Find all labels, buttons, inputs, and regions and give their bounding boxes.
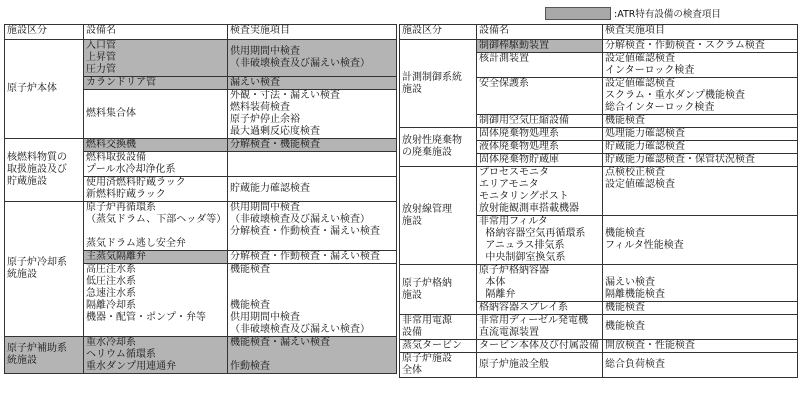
equipment-cell: 主蒸気隔離弁	[84, 251, 228, 264]
equipment-cell: 制御用空気圧縮設備	[477, 115, 603, 128]
table-row	[400, 40, 798, 53]
inspection-cell: 供用期間中検査 （非破壊検査及び漏えい検査） 分解検査・作動検査・漏えい検査	[228, 202, 397, 251]
equipment-cell: 原子炉施設全般	[477, 353, 603, 378]
inspection-cell: 漏えい検査	[228, 77, 397, 90]
category-emergency-power: 非常用電源 設備	[400, 315, 477, 340]
table-row	[5, 337, 397, 374]
table-row	[5, 202, 397, 251]
equipment-cell: 格納容器スプレイ系	[477, 302, 603, 315]
inspection-cell: 供用期間中検査 （非破壊検査及び漏えい検査）	[228, 40, 397, 77]
inspection-cell: 機能検査 機能検査 供用期間中検査 （非破壊検査及び漏えい検査）	[228, 264, 397, 337]
equipment-cell: 使用済燃料貯蔵ラック 新燃料貯蔵ラック	[84, 177, 228, 202]
inspection-cell: 設定値確認検査 スクラム・重水ダンプ機能検査 総合インターロック検査	[603, 78, 798, 115]
equipment-cell: 燃料交換機	[84, 139, 228, 152]
header-items: 検査実施項目	[228, 25, 397, 40]
equipment-cell: 燃料集合体	[84, 90, 228, 139]
inspection-cell: 設定値確認検査 インターロック検査	[603, 53, 798, 78]
inspection-cell: 機能検査 フィルタ性能検査	[603, 216, 798, 265]
inspection-cell	[228, 152, 397, 177]
inspection-cell: 総合負荷検査	[603, 353, 798, 378]
equipment-cell: 原子炉格納容器 本体 隔離弁	[477, 265, 603, 302]
equipment-cell: 核計測装置	[477, 53, 603, 78]
table-row	[400, 315, 798, 340]
inspection-cell: 漏えい検査 隔離機能検査	[603, 265, 798, 302]
equipment-cell: 重水冷却系 ヘリウム循環系 重水ダンプ用連通弁	[84, 337, 228, 374]
header-equipment: 設備名	[477, 25, 603, 40]
equipment-cell: 固体廃棄物貯蔵庫	[477, 154, 603, 167]
inspection-cell: 点検校正検査 設定値確認検査	[603, 167, 798, 216]
inspection-cell: 貯蔵能力確認検査	[228, 177, 397, 202]
equipment-cell: 固体廃棄物処理系	[477, 128, 603, 141]
table-row	[5, 139, 397, 152]
category-radiation: 放射線管理 施設	[400, 167, 477, 265]
equipment-cell: タービン本体及び付属設備	[477, 340, 603, 353]
inspection-cell: 開放検査・性能検査	[603, 340, 798, 353]
header-category: 施設区分	[400, 25, 477, 40]
header-items: 検査実施項目	[603, 25, 798, 40]
table-row	[400, 353, 798, 378]
equipment-cell: 燃料取扱設備 プール水冷却浄化系	[84, 152, 228, 177]
left-inspection-table	[4, 24, 397, 374]
category-turbine: 蒸気タービン	[400, 340, 477, 353]
equipment-cell: 非常用ディーゼル発電機 直流電源装置	[477, 315, 603, 340]
legend-text: :ATR特有設備の検査項目	[614, 9, 721, 20]
equipment-cell: 安全保護系	[477, 78, 603, 115]
equipment-cell: 非常用フィルタ 格納容器空気再循環系 アニュラス排気系 中央制御室換気系	[477, 216, 603, 265]
right-inspection-table	[399, 24, 798, 378]
category-reactor-cooling: 原子炉冷却系 統施設	[5, 202, 84, 337]
inspection-cell: 貯蔵能力確認検査・保管状況検査	[603, 154, 798, 167]
inspection-cell: 外観・寸法・漏えい検査 燃料装荷検査 原子炉停止余裕 最大過剰反応度検査	[228, 90, 397, 139]
legend-swatch	[545, 7, 611, 20]
equipment-cell: 原子炉再循環系 （蒸気ドラム、下部ヘッダ等） 蒸気ドラム逃し安全弁	[84, 202, 228, 251]
inspection-cell: 分解検査・作動検査・漏えい検査	[228, 251, 397, 264]
inspection-cell: 分解検査・作動検査・スクラム検査	[603, 40, 798, 53]
inspection-cell: 分解検査・機能検査	[228, 139, 397, 152]
inspection-cell: 機能検査	[603, 302, 798, 315]
inspection-cell: 機能検査	[603, 315, 798, 340]
category-reactor-aux: 原子炉補助系 統施設	[5, 337, 84, 374]
table-row	[400, 265, 798, 302]
table-row	[400, 340, 798, 353]
table-row	[5, 40, 397, 77]
table-row	[400, 167, 798, 216]
equipment-cell: 制御棒駆動装置	[477, 40, 603, 53]
category-waste: 放射性廃棄物 の廃棄施設	[400, 128, 477, 167]
inspection-cell: 処理能力確認検査	[603, 128, 798, 141]
category-instrumentation: 計測制御系統 施設	[400, 40, 477, 128]
equipment-cell: 入口管 上昇管 圧力管	[84, 40, 228, 77]
equipment-cell: カランドリア管	[84, 77, 228, 90]
equipment-cell: 液体廃棄物処理系	[477, 141, 603, 154]
category-reactor-facility: 原子炉施設 全体	[400, 353, 477, 378]
header-equipment: 設備名	[84, 25, 228, 40]
equipment-cell: プロセスモニタ エリアモニタ モニタリングポスト 放射能観測車搭載機器	[477, 167, 603, 216]
legend	[545, 6, 721, 20]
category-reactor-body: 原子炉本体	[5, 40, 84, 139]
equipment-cell: 高圧注水系 低圧注水系 急速注水系 隔離冷却系 機器・配管・ポンプ・弁等	[84, 264, 228, 337]
inspection-cell: 機能検査・漏えい検査 作動検査	[228, 337, 397, 374]
category-containment: 原子炉格納 施設	[400, 265, 477, 315]
table-row	[400, 128, 798, 141]
header-category: 施設区分	[5, 25, 84, 40]
inspection-cell: 機能検査	[603, 115, 798, 128]
table-header-row	[400, 25, 798, 40]
inspection-cell: 貯蔵能力確認検査	[603, 141, 798, 154]
table-header-row	[5, 25, 397, 40]
category-fuel-handling: 核燃料物質の 取扱施設及び 貯蔵施設	[5, 139, 84, 202]
